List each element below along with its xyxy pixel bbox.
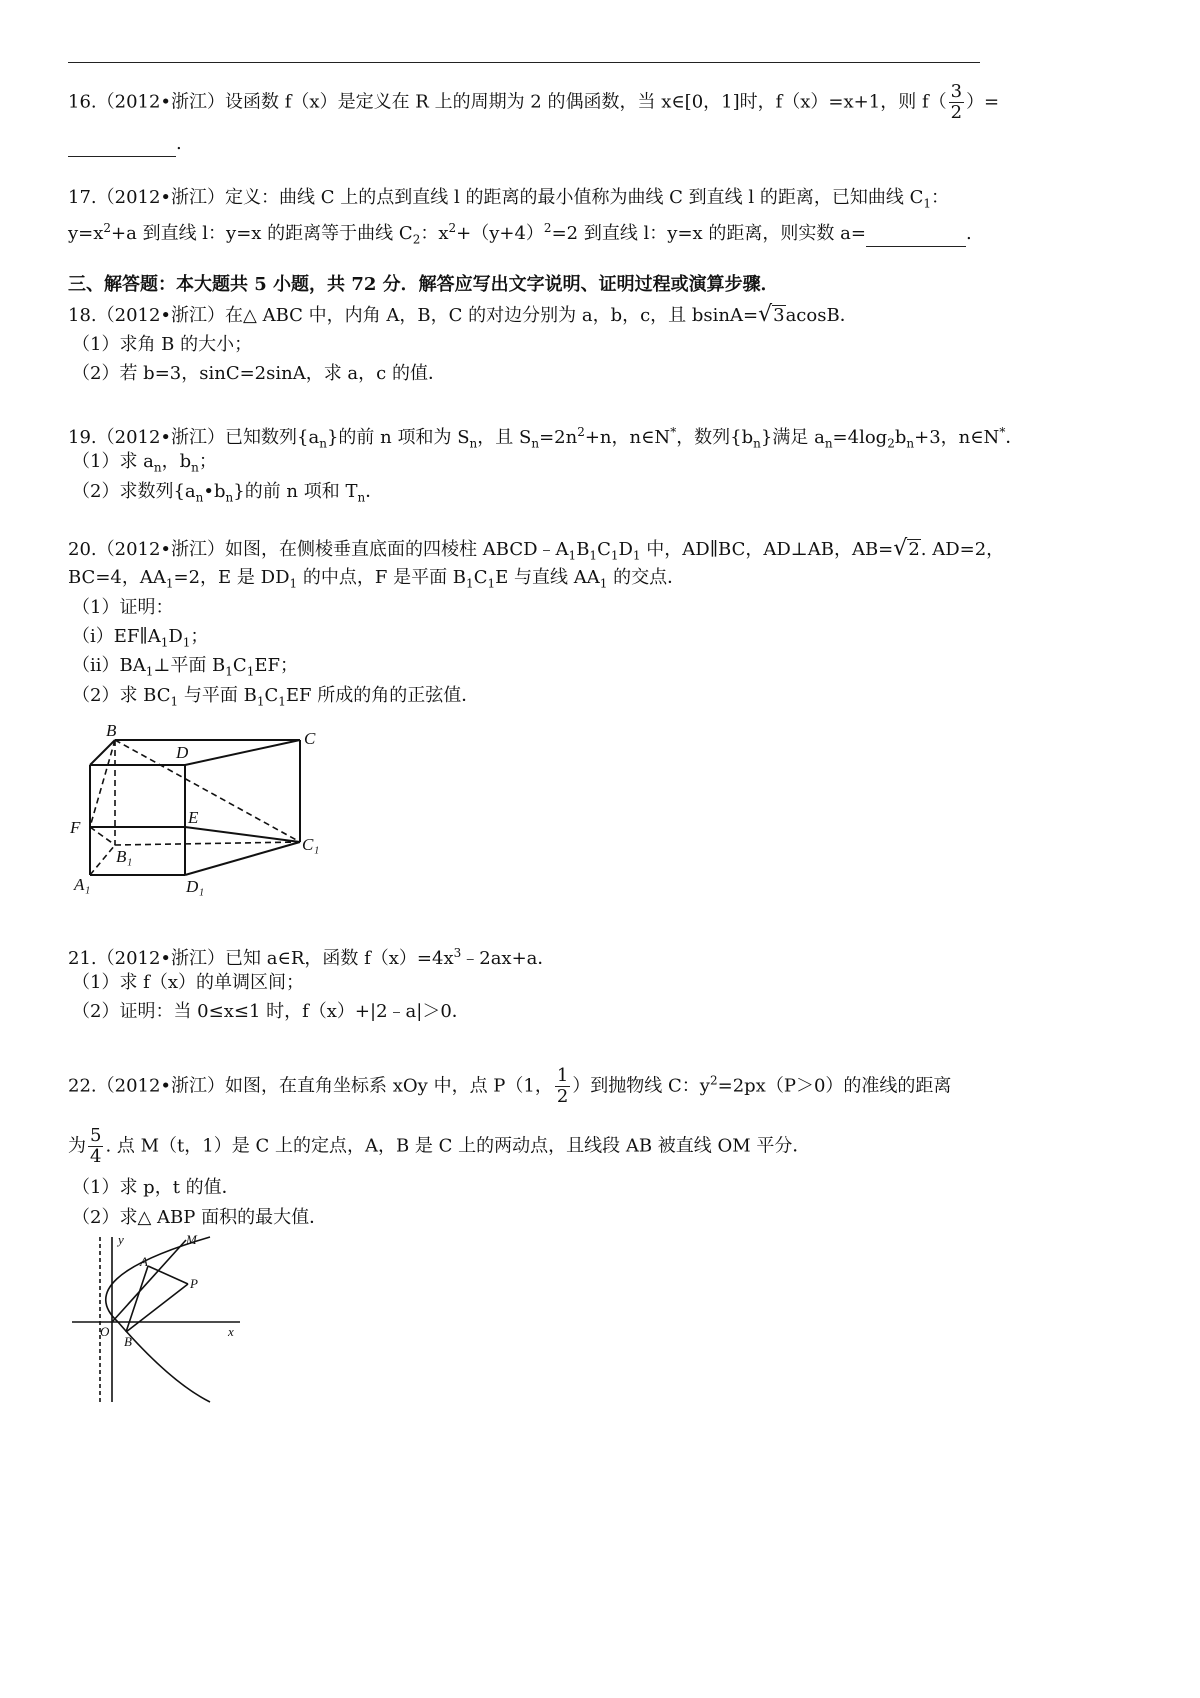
label-x: x [228, 1324, 234, 1339]
edge-B1-C1-hidden [115, 842, 300, 845]
segment-BP [126, 1284, 188, 1332]
edge-E-C1 [185, 827, 300, 842]
label-O: O [100, 1324, 110, 1339]
q20-line2: BC=4，$AA_1=2$，E 是 $DD_1$ 的中点，F 是平面 $B_1C_1E$ 与直线 $AA_1$ 的交点． [68, 567, 686, 591]
label-D1: D₁ [186, 877, 205, 896]
q17-line1: 17.（2012•浙江）定义：曲线 C 上的点到直线 l 的距离的最小值称为曲线 C 到直线 l 的距离，已知曲线 $C_1$： [68, 187, 950, 211]
parabola-figure [60, 1232, 250, 1407]
label-A1: A₁ [74, 875, 91, 894]
label-D: D [176, 743, 189, 762]
label-E: E [188, 808, 199, 827]
q19-line1: 19.（2012•浙江）已知数列$\{a_n\}$的前 n 项和为 $S_n$，且 $S_n=2n^2+n$，n∈N*，数列$\{b_n\}$满足 $a_n=4\log_2b_n+3$，n∈N*． [68, 425, 1024, 451]
q20-part1: （1）证明： [72, 597, 174, 618]
label-y: y [118, 1232, 124, 1247]
label-F: F [70, 818, 81, 837]
q22-part2: （2）求△ ABP 面积的最大值． [72, 1207, 328, 1228]
q22-line1: 22.（2012•浙江）如图，在直角坐标系 xOy 中，点 P（1， $\frac{1}{2}$ ）到抛物线 C：$y^2=2px(P>0)$的准线的距离 [68, 1065, 952, 1107]
answer-blank [68, 132, 176, 157]
q22-line2: 为 $\frac{5}{4}$ . 点 M（t，1）是 C 上的定点，A，B 是 C 上的两动点，且线段 AB 被直线 OM 平分． [68, 1125, 811, 1167]
q16-line2: . [68, 132, 182, 157]
q21-part2: （2）证明：当 0≤x≤1 时，f（x）+|2﹣a|＞0． [72, 1001, 470, 1022]
q22-part1: （1）求 p，t 的值． [72, 1177, 240, 1198]
edge-D-C [185, 740, 300, 765]
q20-part2: （2）求 $BC_1$ 与平面 $B_1C_1EF$ 所成的角的正弦值． [72, 685, 480, 709]
prism-figure [60, 720, 340, 900]
label-A: A [140, 1254, 148, 1269]
parabola-curve [106, 1237, 210, 1402]
edge-D1-C1 [185, 842, 300, 875]
label-B1: B₁ [116, 847, 133, 866]
q16-line1: 16.（2012•浙江）设函数 f（x）是定义在 R 上的周期为 2 的偶函数，当 x∈[0，1]时，f（x）=x+1，则 f（ $\frac{3}{2}$ ）= [68, 81, 1000, 123]
q20-line1: 20.（2012•浙江）如图，在侧棱垂直底面的四棱柱 $ABCD﹣A_1B_1C_1D_1$ 中，AD∥BC，AD⊥AB，AB=√2. AD=2， [68, 536, 1005, 563]
q19-part2: （2）求数列$\{a_n•b_n\}$的前 n 项和 $T_n$． [72, 481, 384, 505]
q18-part2: （2）若 b=3，sinC=2sinA，求 a，c 的值． [72, 363, 446, 384]
edge-F-B1-hidden [90, 827, 115, 845]
edge-A1-B1-hidden [90, 845, 115, 875]
top-rule [68, 62, 980, 63]
q20-part1-i: $(i)EF\parallel A_1D_1$； [72, 626, 209, 650]
answer-blank [866, 222, 966, 247]
label-C1: C₁ [302, 835, 320, 854]
q17-line2: $y=x^2+a$ 到直线 l：y=x 的距离等于曲线 $C_2$：$x^2+(y+4)^2=2$ 到直线 l：y=x 的距离，则实数 a= . [68, 221, 972, 247]
q18-line1: 18.（2012•浙江）在△ ABC 中，内角 A，B，C 的对边分别为 a，b，c，且 bsinA=√3acosB． [68, 302, 858, 327]
label-M: M [186, 1232, 197, 1247]
label-B: B [106, 721, 117, 740]
label-B: B [124, 1334, 132, 1349]
q21-part1: （1）求 f（x）的单调区间； [72, 972, 304, 993]
q18-part1: （1）求角 B 的大小； [72, 334, 253, 355]
label-C: C [304, 729, 316, 748]
label-P: P [190, 1276, 198, 1291]
q20-part1-ii: $(ii)BA_1\perp$平面 $B_1C_1EF$； [72, 655, 298, 679]
q21-line1: 21.（2012•浙江）已知 a∈R，函数 $f(x)=4x^3﹣2ax+a$． [68, 946, 556, 969]
q19-part1: （1）求 $a_n$，$b_n$； [72, 451, 217, 475]
section-3-header: 三、解答题：本大题共 5 小题，共 72 分．解答应写出文字说明、证明过程或演算步骤． [68, 274, 779, 295]
line-OM [112, 1240, 186, 1322]
